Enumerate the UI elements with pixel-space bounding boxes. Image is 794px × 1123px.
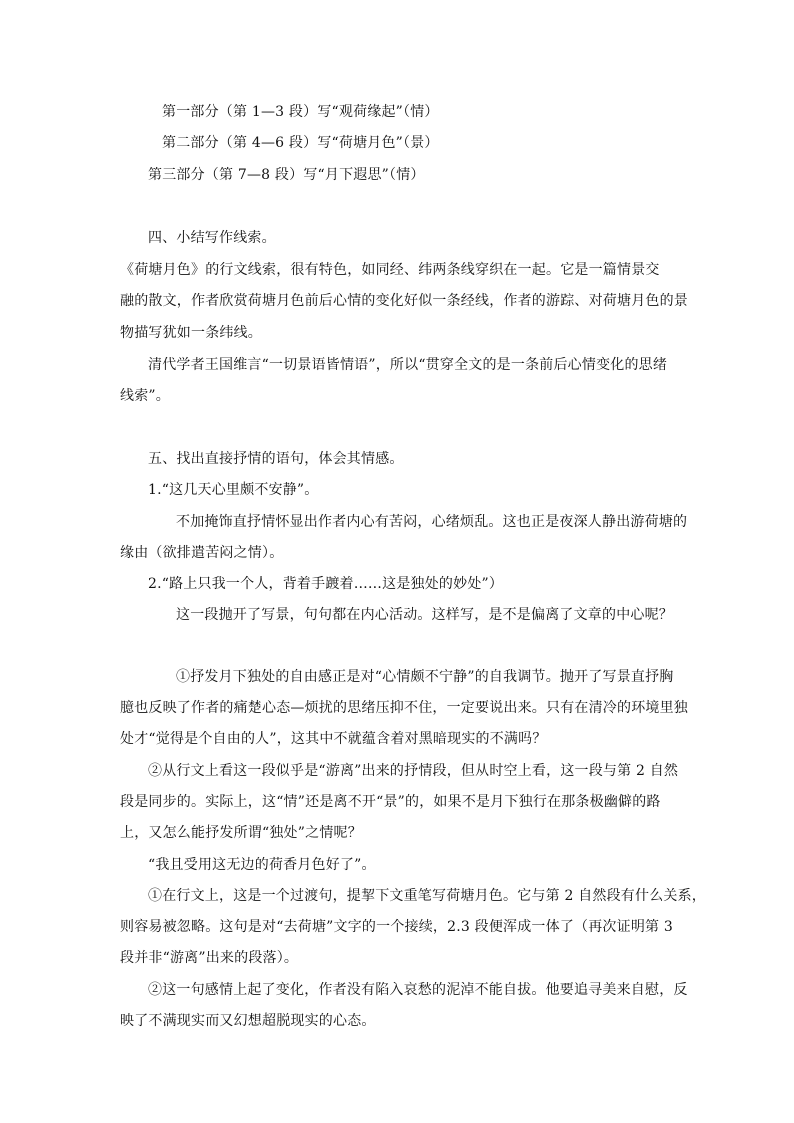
item-three-answer-one-line-1: ①在行文上，这是一个过渡句，提挈下文重笔写荷塘月色。它与第 2 自然段有什么关系， [148, 888, 707, 904]
answer-one-line-3: 处才“觉得是个自由的人”，这其中不就蕴含着对黑暗现实的不满吗？ [120, 731, 547, 747]
answer-two-line-1: ②从行文上看这一段似乎是“游离”出来的抒情段，但从时空上看，这一段与第 2 自然 [148, 763, 679, 779]
answer-two-line-3: 上，又怎么能抒发所谓“独处”之情呢？ [120, 825, 362, 841]
part-two-line: 第二部分（第 4—6 段）写“荷塘月色”（景） [162, 135, 439, 151]
section-five-heading: 五、找出直接抒情的语句，体会其情感。 [148, 451, 404, 467]
answer-one-line-1: ①抒发月下独处的自由感正是对“心情颇不宁静”的自我调节。抛开了写景直抒胸 [176, 669, 674, 685]
section-four-paragraph-one-line-3: 物描写犹如一条纬线。 [120, 325, 262, 341]
item-three-answer-two-line-2: 映了不满现实而又幻想超脱现实的心态。 [120, 1013, 376, 1029]
section-four-paragraph-two-line-2: 线索”。 [120, 388, 170, 404]
item-two-question: 这一段抛开了写景，句句都在内心活动。这样写，是不是偏离了文章的中心呢？ [176, 607, 673, 623]
item-three-quote: “我且受用这无边的荷香月色好了”。 [148, 857, 376, 873]
section-four-paragraph-one-line-1: 《荷塘月色》的行文线索，很有特色，如同经、纬两条线穿织在一起。它是一篇情景交 [120, 262, 660, 278]
section-four-heading: 四、小结写作线索。 [148, 230, 276, 246]
answer-one-line-2: 臆也反映了作者的痛楚心态—烦扰的思绪压抑不住，一定要说出来。只有在清冷的环境里独 [120, 700, 688, 716]
item-one-quote: 1.“这几天心里颇不安静”。 [148, 482, 319, 498]
answer-two-line-2: 段是同步的。实际上，这“情”还是离不开“景”的，如果不是月下独行在那条极幽僻的路 [120, 794, 661, 810]
part-one-line: 第一部分（第 1—3 段）写“观荷缘起”（情） [162, 104, 439, 120]
part-three-line: 第三部分（第 7—8 段）写“月下遐思”（情） [148, 167, 425, 183]
item-three-answer-one-line-3: 段并非“游离”出来的段落）。 [120, 950, 299, 966]
section-four-paragraph-one-line-2: 融的散文，作者欣赏荷塘月色前后心情的变化好似一条经线，作者的游踪、对荷塘月色的景 [120, 293, 688, 309]
item-one-explanation-line-2: 缘由（欲排遣苦闷之情）。 [120, 545, 284, 561]
item-three-answer-two-line-1: ②这一句感情上起了变化，作者没有陷入哀愁的泥淖不能自拔。他要追寻美来自慰，反 [148, 982, 688, 998]
item-two-quote: 2.“路上只我一个人，背着手踱着……这是独处的妙处”） [148, 576, 504, 592]
item-three-answer-one-line-2: 则容易被忽略。这句是对“去荷塘”文字的一个接续，2.3 段便浑成一体了（再次证明第 3 [120, 919, 673, 935]
section-four-paragraph-two-line-1: 清代学者王国维言“一切景语皆情语”，所以“贯穿全文的是一条前后心情变化的思绪 [148, 357, 668, 373]
item-one-explanation-line-1: 不加掩饰直抒情怀显出作者内心有苦闷，心绪烦乱。这也正是夜深人静出游荷塘的 [176, 514, 688, 530]
